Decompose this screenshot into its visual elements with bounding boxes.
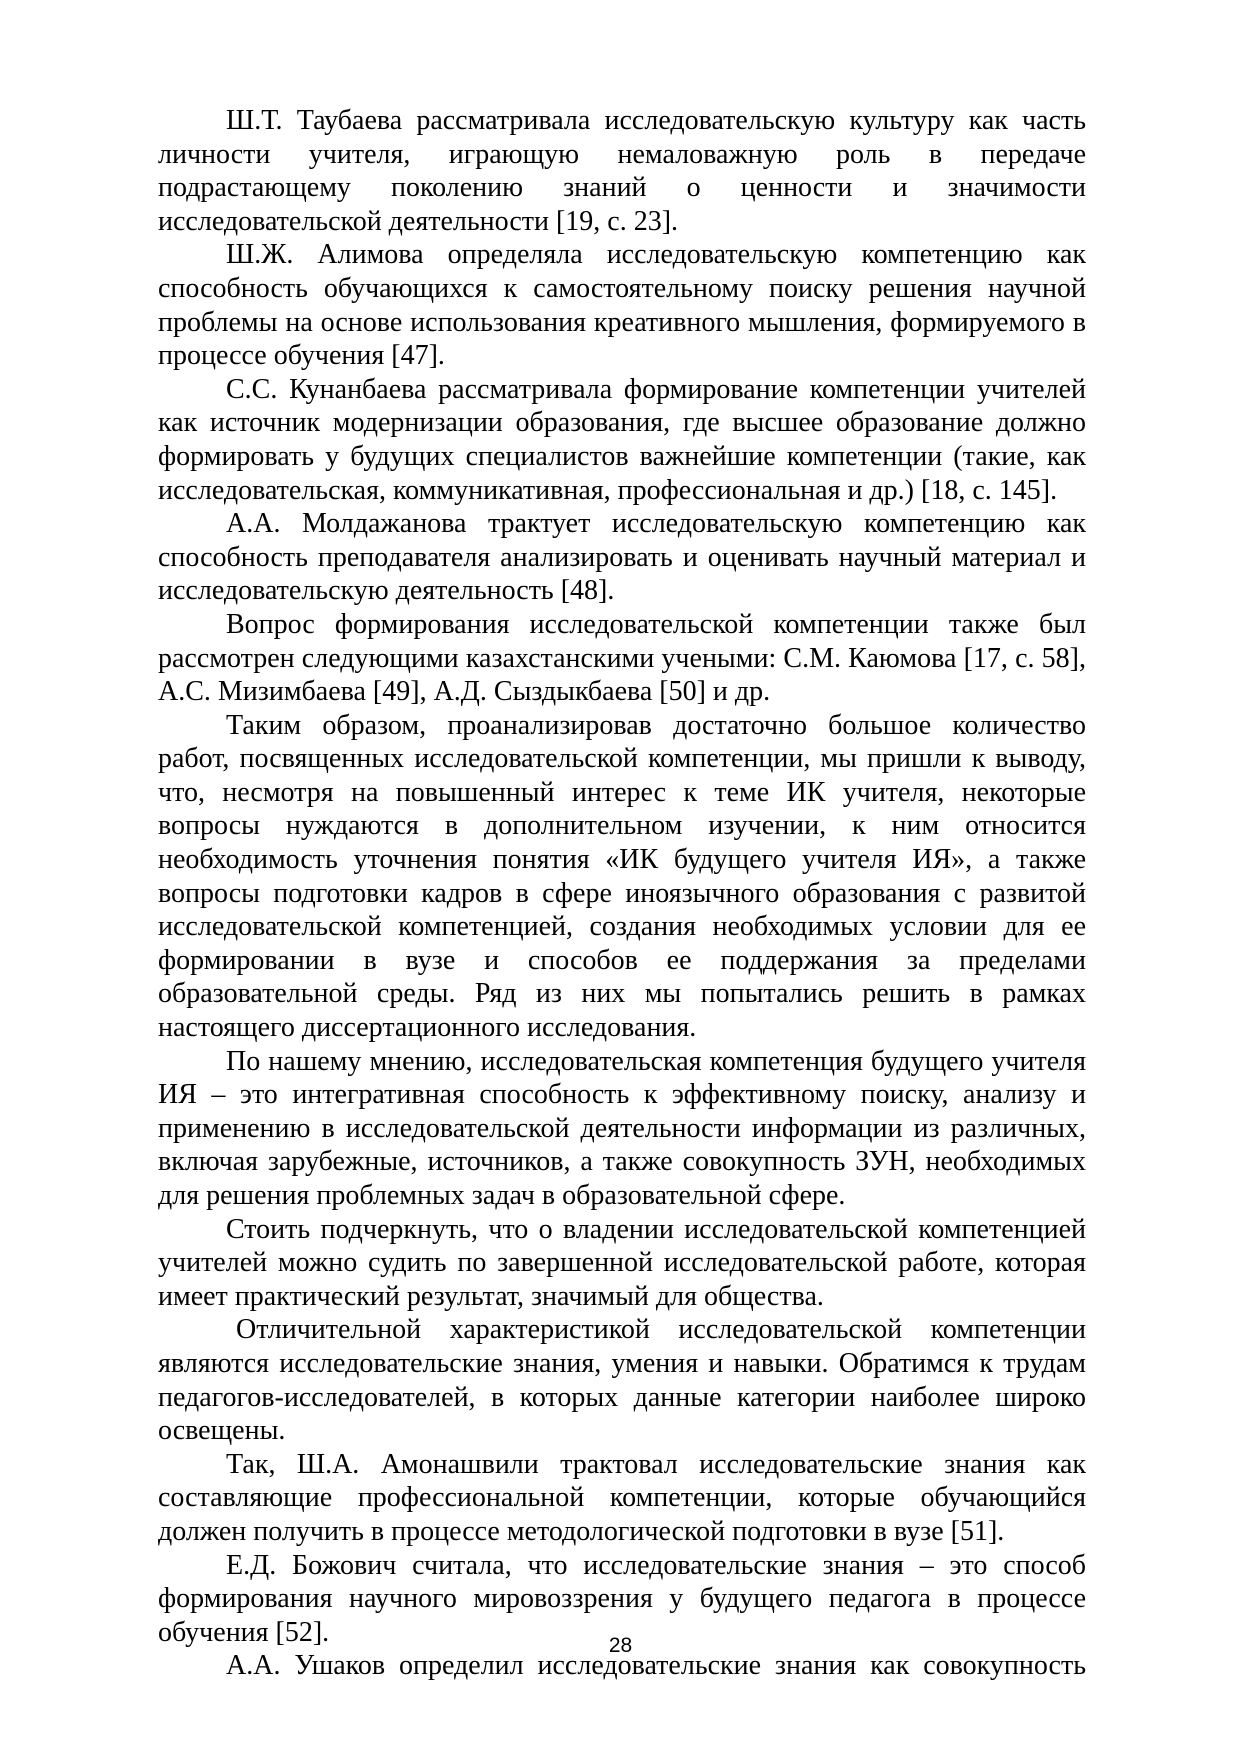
text-body [158, 104, 1086, 1683]
paragraph-taubaeva: Ш.Т. Таубаева рассматривала исследовательскую культуру как часть личности учителя, играющую немаловажную роль в передаче подрастающему поколению знаний о ценности и значимости исследовательской деятельности [19, с. 23]. [158, 105, 1086, 237]
paragraph-ushakov: А.А. Ушаков определил исследовательские знания как совокупность [226, 1650, 1086, 1682]
paragraph-kunanbaeva: С.С. Кунанбаева рассматривала формирование компетенции учителей как источник модернизации образования, где высшее образование должно формировать у будущих специалистов важнейшие компетенции (такие, как исследовательская, коммуникативная, профессиональная и др.) [18, с. 145]. [158, 373, 1086, 506]
paragraph-moldazhanova: А.А. Молдажанова трактует исследовательскую компетенцию как способность преподавателя анализировать и оценивать научный материал и исследовательскую деятельность [48]. [158, 508, 1086, 607]
paragraph-bozhovich: Е.Д. Божович считала, что исследовательские знания – это способ формирования научного мировоззрения у будущего педагога в процессе обучения [52]. [158, 1549, 1086, 1648]
paragraph-amonashvili: Так, Ш.А. Амонашвили трактовал исследовательские знания как составляющие профессиональной компетенции, которые обучающийся должен получить в процессе методологической подготовки в вузе [51]. [158, 1448, 1086, 1547]
paragraph-competence-evidence: Стоить подчеркнуть, что о владении исследовательской компетенцией учителей можно судить по завершенной исследовательской работе, которая имеет практический результат, значимый для общества. [158, 1213, 1086, 1312]
paragraph-kazakh-scholars: Вопрос формирования исследовательской компетенции также был рассмотрен следующими казахстанскими учеными: С.М. Каюмова [17, с. 58], А.С. Мизимбаева [49], А.Д. Сыздыкбаева [50] и др. [158, 608, 1086, 708]
paragraph-alimova: Ш.Ж. Алимова определяла исследовательскую компетенцию как способность обучающихся к самостоятельному поиску решения научной проблемы на основе использования креативного мышления, формируемого в процессе обучения [47]. [158, 239, 1086, 372]
paragraph-authors-definition: По нашему мнению, исследовательская компетенция будущего учителя ИЯ – это интегративная способность к эффективному поиску, анализу и применению в исследовательской деятельности информации из различных, включая зарубежные, источников, а также совокупность ЗУН, необходимых для решения проблемных задач в образовательной сфере. [158, 1045, 1086, 1211]
page-number: 28 [608, 1634, 633, 1657]
paragraph-conclusion-analysis: Таким образом, проанализировав достаточно большое количество работ, посвященных исследовательской компетенции, мы пришли к выводу, что, несмотря на повышенный интерес к теме ИК учителя, некоторые вопросы нуждаются в дополнительном изучении, к ним относится необходимость уточнения понятия «ИК будущего учителя ИЯ», а также вопросы подготовки кадров в сфере иноязычного образования с развитой исследовательской компетенцией, создания необходимых условии для ее формировании в вузе и способов ее поддержания за пределами образовательной среды. Ряд из них мы попытались решить в рамках настоящего диссертационного исследования. [158, 709, 1086, 1044]
paragraph-distinctive-characteristic: Отличительной характеристикой исследовательской компетенции являются исследовательские знания, умения и навыки. Обратимся к трудам педагогов-исследователей, в которых данные категории наиболее широко освещены. [158, 1314, 1086, 1447]
